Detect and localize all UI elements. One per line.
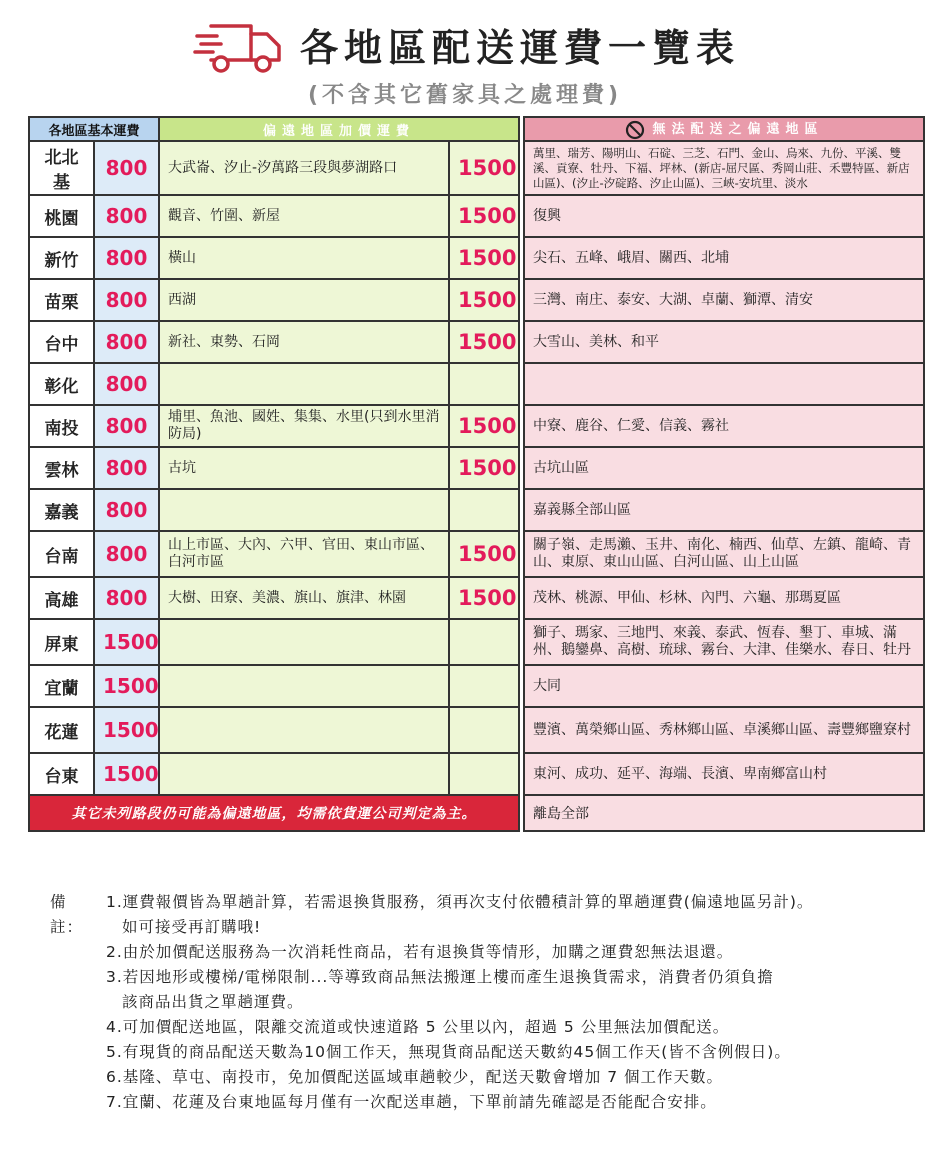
region-name: 花蓮 xyxy=(29,707,94,753)
region-name: 新竹 xyxy=(29,237,94,279)
table-row xyxy=(29,577,924,619)
no-delivery-area: 東河、成功、延平、海端、長濱、卑南鄉富山村 xyxy=(524,753,924,795)
page-title: 各地區配送運費一覽表 xyxy=(300,26,741,70)
base-fee: 800 xyxy=(94,237,159,279)
region-name: 嘉義 xyxy=(29,489,94,531)
base-fee: 1500 xyxy=(94,665,159,707)
note-item: 1.運費報價皆為單趟計算，若需退換貨服務，須再次支付依體積計算的單趟運費(偏遠地區另計)。 xyxy=(106,893,814,911)
page-subtitle: (不含其它舊家具之處理費) xyxy=(308,83,623,108)
remote-fee: 1500 xyxy=(449,321,519,363)
note-item: 6.基隆、草屯、南投市，免加價配送區域車趟較少，配送天數會增加 7 個工作天數。 xyxy=(106,1068,724,1086)
remote-fee: 1500 xyxy=(449,405,519,447)
table-row xyxy=(29,321,924,363)
base-fee: 1500 xyxy=(94,753,159,795)
region-name: 屏東 xyxy=(29,619,94,665)
remote-fee: 1500 xyxy=(449,195,519,237)
remote-area: 西湖 xyxy=(159,279,449,321)
no-delivery-area: 復興 xyxy=(524,195,924,237)
base-fee: 1500 xyxy=(94,619,159,665)
table-row xyxy=(29,237,924,279)
note-item: 2.由於加價配送服務為一次消耗性商品，若有退換貨等情形，加購之運費恕無法退還。 xyxy=(106,943,734,961)
note-item: 4.可加價配送地區，限離交流道或快速道路 5 公里以內，超過 5 公里無法加價配送。 xyxy=(106,1018,730,1036)
note-item: 5.有現貨的商品配送天數為10個工作天，無現貨商品配送天數約45個工作天(皆不含例假日)。 xyxy=(106,1043,791,1061)
table-row xyxy=(29,405,924,447)
note-item: 如可接受再訂購哦! xyxy=(122,918,262,936)
footer-note: 其它未列路段仍可能為偏遠地區，均需依貨運公司判定為主。 xyxy=(29,795,519,831)
table-row xyxy=(29,279,924,321)
note-item: 3.若因地形或樓梯/電梯限制...等導致商品無法搬運上樓而產生退換貨需求，消費者仍須負擔 xyxy=(106,968,774,986)
remote-area: 新社、東勢、石岡 xyxy=(159,321,449,363)
no-delivery-area: 獅子、瑪家、三地門、來義、泰武、恆春、墾丁、車城、滿州、鵝鑾鼻、高樹、琉球、霧台、大津、佳樂水、春日、牡丹 xyxy=(524,619,924,665)
base-fee: 800 xyxy=(94,363,159,405)
remote-area xyxy=(159,707,449,753)
table-row xyxy=(29,363,924,405)
region-name: 宜蘭 xyxy=(29,665,94,707)
base-fee: 800 xyxy=(94,577,159,619)
no-delivery-area xyxy=(524,363,924,405)
region-name: 彰化 xyxy=(29,363,94,405)
remote-fee xyxy=(449,665,519,707)
table-row xyxy=(29,665,924,707)
remote-area: 大樹、田寮、美濃、旗山、旗津、林園 xyxy=(159,577,449,619)
remote-fee: 1500 xyxy=(449,447,519,489)
header-base-fee: 各地區基本運費 xyxy=(29,117,159,141)
remote-area: 山上市區、大內、六甲、官田、東山市區、白河市區 xyxy=(159,531,449,577)
remote-fee xyxy=(449,753,519,795)
base-fee: 800 xyxy=(94,195,159,237)
remote-area xyxy=(159,489,449,531)
base-fee: 800 xyxy=(94,531,159,577)
remote-area: 觀音、竹圍、新屋 xyxy=(159,195,449,237)
note-item: 該商品出貨之單趟運費。 xyxy=(122,993,304,1011)
remote-fee xyxy=(449,619,519,665)
no-delivery-area: 關子嶺、走馬瀨、玉井、南化、楠西、仙草、左鎮、龍崎、青山、東原、東山山區、白河山區、山上山區 xyxy=(524,531,924,577)
region-name: 台南 xyxy=(29,531,94,577)
remote-area: 埔里、魚池、國姓、集集、水里(只到水里消防局) xyxy=(159,405,449,447)
remote-fee: 1500 xyxy=(449,531,519,577)
base-fee: 1500 xyxy=(94,707,159,753)
table-row xyxy=(29,531,924,577)
region-name: 苗栗 xyxy=(29,279,94,321)
no-delivery-area: 萬里、瑞芳、陽明山、石碇、三芝、石門、金山、烏來、九份、平溪、雙溪、貢寮、牡丹、下福、坪林、(新店-屈尺區、秀岡山莊、禾豐特區、新店山區)、(汐止-汐碇路、汐止山區)、三峽-安坑里、淡水 xyxy=(524,141,924,195)
no-delivery-area: 中寮、鹿谷、仁愛、信義、霧社 xyxy=(524,405,924,447)
region-name: 桃園 xyxy=(29,195,94,237)
no-delivery-area: 三灣、南庄、泰安、大湖、卓蘭、獅潭、清安 xyxy=(524,279,924,321)
no-entry-icon xyxy=(625,120,645,140)
region-name: 南投 xyxy=(29,405,94,447)
base-fee: 800 xyxy=(94,447,159,489)
base-fee: 800 xyxy=(94,405,159,447)
header-remote-fee: 偏遠地區加價運費 xyxy=(159,117,519,141)
remote-area xyxy=(159,753,449,795)
remote-fee: 1500 xyxy=(449,237,519,279)
region-name: 北北基 xyxy=(29,141,94,195)
no-delivery-area: 茂林、桃源、甲仙、杉林、內門、六龜、那瑪夏區 xyxy=(524,577,924,619)
no-delivery-area: 大雪山、美林、和平 xyxy=(524,321,924,363)
delivery-fee-table xyxy=(28,116,925,832)
remote-area xyxy=(159,363,449,405)
base-fee: 800 xyxy=(94,321,159,363)
notes-label: 備註： xyxy=(50,893,84,936)
base-fee: 800 xyxy=(94,489,159,531)
remote-fee xyxy=(449,363,519,405)
table-row xyxy=(29,447,924,489)
base-fee: 800 xyxy=(94,279,159,321)
no-delivery-area: 豐濱、萬榮鄉山區、秀林鄉山區、卓溪鄉山區、壽豐鄉鹽寮村 xyxy=(524,707,924,753)
no-delivery-area: 大同 xyxy=(524,665,924,707)
region-name: 雲林 xyxy=(29,447,94,489)
base-fee: 800 xyxy=(94,141,159,195)
table-row xyxy=(29,753,924,795)
table-row xyxy=(29,619,924,665)
table-row xyxy=(29,707,924,753)
remote-area xyxy=(159,619,449,665)
no-delivery-area: 尖石、五峰、峨眉、關西、北埔 xyxy=(524,237,924,279)
region-name: 台中 xyxy=(29,321,94,363)
footer-island: 離島全部 xyxy=(524,795,924,831)
region-name: 高雄 xyxy=(29,577,94,619)
remote-area xyxy=(159,665,449,707)
no-delivery-area: 嘉義縣全部山區 xyxy=(524,489,924,531)
remote-fee: 1500 xyxy=(449,141,519,195)
remote-area: 橫山 xyxy=(159,237,449,279)
table-row xyxy=(29,195,924,237)
region-name: 台東 xyxy=(29,753,94,795)
note-item: 7.宜蘭、花蓮及台東地區每月僅有一次配送車趟，下單前請先確認是否能配合安排。 xyxy=(106,1093,717,1111)
remote-fee xyxy=(449,489,519,531)
delivery-truck-icon xyxy=(193,14,285,76)
remote-fee: 1500 xyxy=(449,577,519,619)
remote-fee: 1500 xyxy=(449,279,519,321)
remote-area: 古坑 xyxy=(159,447,449,489)
no-delivery-area: 古坑山區 xyxy=(524,447,924,489)
remote-area: 大武崙、汐止-汐萬路三段與夢湖路口 xyxy=(159,141,449,195)
remote-fee xyxy=(449,707,519,753)
header-no-delivery: 無法配送之偏遠地區 xyxy=(524,117,924,141)
table-row xyxy=(29,141,924,195)
table-row xyxy=(29,489,924,531)
